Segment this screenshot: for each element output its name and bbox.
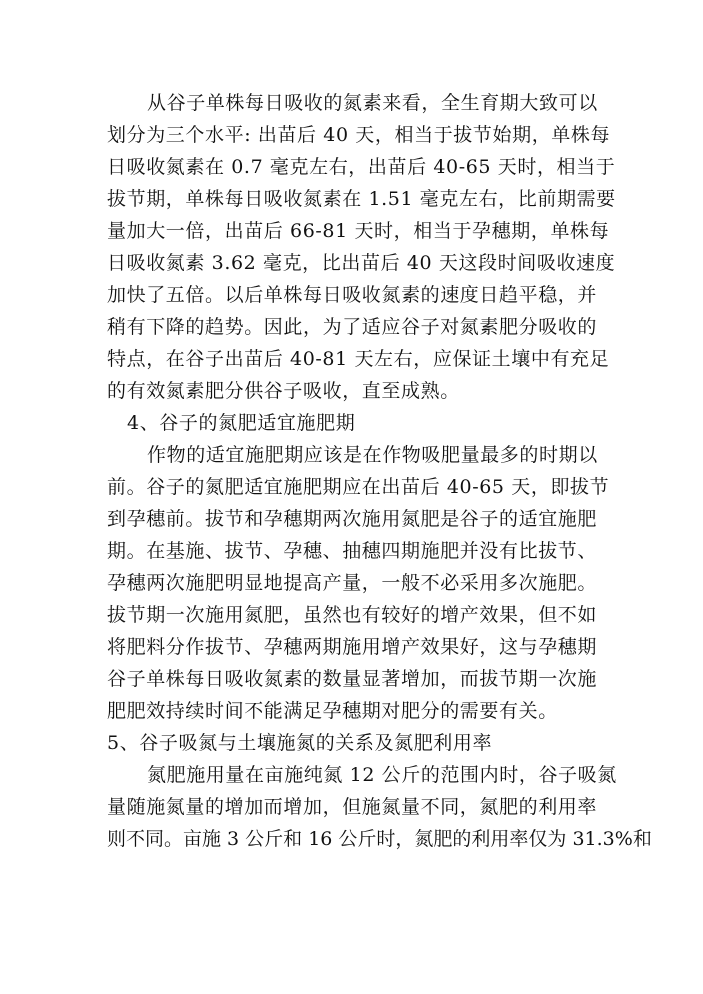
text-line-20: 肥肥效持续时间不能满足孕穗期对肥分的需要有关。 bbox=[107, 700, 558, 722]
text-line-16: 孕穗两次施肥明显地提高产量，一般不必采用多次施肥。 bbox=[107, 572, 598, 594]
text-line-3: 日吸收氮素在 0.7 毫克左右，出苗后 40-65 天时，相当于 bbox=[107, 156, 616, 178]
text-line-17: 拔节期一次施用氮肥，虽然也有较好的增产效果，但不如 bbox=[107, 604, 598, 626]
text-line-2: 划分为三个水平: 出苗后 40 天，相当于拔节始期，单株每 bbox=[107, 124, 611, 146]
text-line-4: 拔节期，单株每日吸收氮素在 1.51 毫克左右，比前期需要 bbox=[107, 188, 616, 210]
text-line-23: 量随施氮量的增加而增加，但施氮量不同，氮肥的利用率 bbox=[107, 796, 598, 818]
text-line-24: 则不同。亩施 3 公斤和 16 公斤时，氮肥的利用率仅为 31.3%和 bbox=[107, 828, 652, 850]
text-line-10: 的有效氮素肥分供谷子吸收，直至成熟。 bbox=[107, 380, 460, 402]
text-line-15: 期。在基施、拔节、孕穗、抽穗四期施肥并没有比拔节、 bbox=[107, 540, 598, 562]
text-line-9: 特点，在谷子出苗后 40-81 天左右，应保证土壤中有充足 bbox=[107, 348, 610, 370]
text-line-12: 作物的适宜施肥期应该是在作物吸肥量最多的时期以 bbox=[147, 444, 598, 466]
text-line-8: 稍有下降的趋势。因此，为了适应谷子对氮素肥分吸收的 bbox=[107, 316, 598, 338]
section-heading-4: 4、谷子的氮肥适宜施肥期 bbox=[127, 412, 356, 434]
text-line-13: 前。谷子的氮肥适宜施肥期应在出苗后 40-65 天，即拔节 bbox=[107, 476, 610, 498]
text-line-6: 日吸收氮素 3.62 毫克，比出苗后 40 天这段时间吸收速度 bbox=[107, 252, 616, 274]
text-line-5: 量加大一倍，出苗后 66-81 天时，相当于孕穗期，单株每 bbox=[107, 220, 610, 242]
section-heading-5: 5、谷子吸氮与土壤施氮的关系及氮肥利用率 bbox=[107, 732, 493, 754]
text-line-7: 加快了五倍。以后单株每日吸收氮素的速度日趋平稳，并 bbox=[107, 284, 598, 306]
text-line-1: 从谷子单株每日吸收的氮素来看，全生育期大致可以 bbox=[147, 92, 598, 114]
text-line-18: 将肥料分作拔节、孕穗两期施用增产效果好，这与孕穗期 bbox=[107, 636, 598, 658]
text-line-19: 谷子单株每日吸收氮素的数量显著增加，而拔节期一次施 bbox=[107, 668, 598, 690]
text-line-22: 氮肥施用量在亩施纯氮 12 公斤的范围内时，谷子吸氮 bbox=[147, 764, 617, 786]
text-line-14: 到孕穗前。拔节和孕穗期两次施用氮肥是谷子的适宜施肥 bbox=[107, 508, 598, 530]
